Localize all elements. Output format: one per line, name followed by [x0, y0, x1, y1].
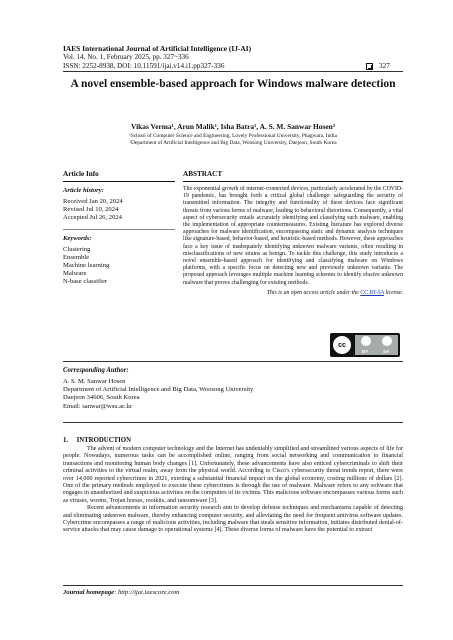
open-access-suffix: license. — [384, 289, 403, 296]
affiliation-2: ²Department of Artificial Intelligence and Big Data, Woosong University, Daejeon, South Korea — [129, 140, 337, 146]
corresponding-heading: Corresponding Author: — [63, 367, 129, 374]
open-access-prefix: This is an open access article under the — [266, 289, 361, 296]
history-accepted: Accepted Jul 26, 2024 — [63, 214, 122, 222]
abstract-body: The exponential growth of internet-connected devices, particularly accelerated by the COVID-19 pandemic, has brought forth a critical global challenge: safeguarding the security of transmitted information. The integrity and functionality of these devices face significant threats from various forms of malware, leading to behavioral distortions. Consequently, a vital aspect of cybersecurity entails accurately identifying and classifying such malware, enabling the implementation of appropriate countermeasures. Existing literature has explored diverse approaches for malware identification, encompassing static and dynamic analysis techniques like signature-based, behavior-based, and heuristic-based methods. However, these approaches face a key issue of inadequately identifying unknown malware variants, often resulting in misclassifications of new strains as benign. To tackle this challenge, this study introduces a novel ensemble-based approach for identifying and classifying malware on Windows platforms, with a specific focus on detecting new and previously unknown variants. The proposed approach leverages multiple machine learning schemes to identify elusive unknown malware that proves challenging for existing methods. — [183, 186, 403, 286]
paper-title: A novel ensemble-based approach for Windows malware detection — [70, 78, 396, 90]
introduction-body — [63, 446, 403, 535]
cc-by-label: BY — [362, 349, 369, 354]
history-list — [63, 198, 175, 223]
page-number-block — [366, 62, 390, 70]
keywords-divider — [63, 229, 175, 230]
cc-by-sa-badge-icon[interactable] — [330, 333, 400, 357]
cc-logo-icon: cc — [333, 336, 351, 354]
journal-homepage — [63, 589, 179, 596]
page-square-icon — [366, 63, 373, 70]
journal-volume: Vol. 14, No. 1, February 2025, pp. 327~336 — [63, 53, 189, 61]
homepage-url[interactable]: : http://ijai.iaescore.com — [114, 589, 180, 596]
affiliation-1: ¹School of Computer Science and Engineering, Lovely Professional University, Phagwara, India — [129, 133, 337, 139]
article-info-heading: Article Info — [63, 170, 99, 178]
header-rule — [63, 71, 403, 72]
cc-attribution-panel — [355, 335, 398, 355]
author-list: Vikas Verma¹, Arun Malik¹, Isha Batra¹, A. S. M. Sanwar Hosen² — [131, 122, 335, 131]
attribution-person-icon — [361, 336, 371, 346]
history-revised: Revised Jul 10, 2024 — [63, 206, 119, 214]
article-info-panel — [63, 170, 175, 287]
journal-header — [63, 44, 403, 71]
keyword-item: Malware — [63, 270, 87, 278]
intro-paragraph-1: The advent of modern computer technology and the Internet has undeniably simplified and streamlined various aspects of life for people. Nowadays, numerous tasks can be accomplished online, ranging from social networking and communication to financial transactions and monitoring human body changes [1]. Unfortunately, these advancements have also enticed cybercriminals to shift their criminal activities to the virtual realm, away from the physical world. According to Cisco's cybersecurity threat trends report, there were over 14,000 reported cybercrimes in 2021, exerting a substantial financial impact on the global economy, costing millions of dollars [2]. One of the primary methods employed to execute these cybercrimes is through the use of malware. Malware refers to any software that engages in unauthorized and suspicious activities on the computers of its victims. This malicious software encompasses various forms such as viruses, worms, Trojan horses, rootkits, and ransomware [3]. — [63, 446, 403, 504]
introduction-heading: 1. INTRODUCTION — [63, 437, 131, 444]
corresponding-details — [63, 378, 253, 411]
article-info-bar — [63, 181, 175, 182]
corresponding-city: Daejeon 34606, South Korea — [63, 394, 140, 402]
intro-paragraph-2: Recent advancements in information security research aim to develop defense techniques and mechanisms capable of detecting and eliminating unknown malware, thereby enhancing computer security, and alleviating the need for frequent antivirus software updates. Cybercrime encompasses a range of malicious activities, including malware that steals sensitive information, initiates distributed denial-of-service attacks that may cause damage to operational systems [4]. These diverse forms of malware have the potential to extract — [63, 505, 403, 534]
history-received: Received Jan 20, 2024 — [63, 198, 123, 205]
corresponding-email[interactable]: Email: sanwar@wsu.ac.kr — [63, 402, 133, 410]
page-number: 327 — [379, 62, 390, 70]
keyword-item: Clustering — [63, 245, 91, 253]
corresponding-name: A. S. M. Sanwar Hosen — [63, 378, 126, 385]
abstract-heading: ABSTRACT — [183, 170, 223, 178]
intro-rule — [63, 422, 403, 423]
keyword-item: N-base classifier — [63, 278, 108, 286]
keyword-item: Ensemble — [63, 253, 90, 261]
keyword-item: Machine learning — [63, 262, 110, 270]
license-link[interactable]: CC BY-SA — [360, 289, 384, 296]
open-access-note — [183, 290, 403, 296]
abstract-panel — [183, 170, 403, 296]
affiliations — [63, 133, 403, 147]
keywords-heading: Keywords: — [63, 234, 92, 242]
abstract-bar — [183, 181, 403, 182]
history-heading: Article history: — [63, 187, 104, 194]
keywords-list — [63, 246, 175, 287]
corresponding-rule — [63, 361, 403, 362]
journal-name: IAES International Journal of Artificial Intelligence (IJ-AI) — [63, 44, 252, 53]
corresponding-dept: Department of Artificial Intelligence and Big Data, Woosong University — [63, 386, 254, 394]
journal-issn: ISSN: 2252-8938, DOI: 10.11591/ijai.v14.i1.pp327-336 — [63, 62, 225, 70]
homepage-label: Journal homepage — [63, 589, 115, 596]
share-alike-icon — [382, 336, 392, 346]
cc-sa-label: SA — [383, 349, 390, 354]
footer-rule — [63, 585, 403, 586]
